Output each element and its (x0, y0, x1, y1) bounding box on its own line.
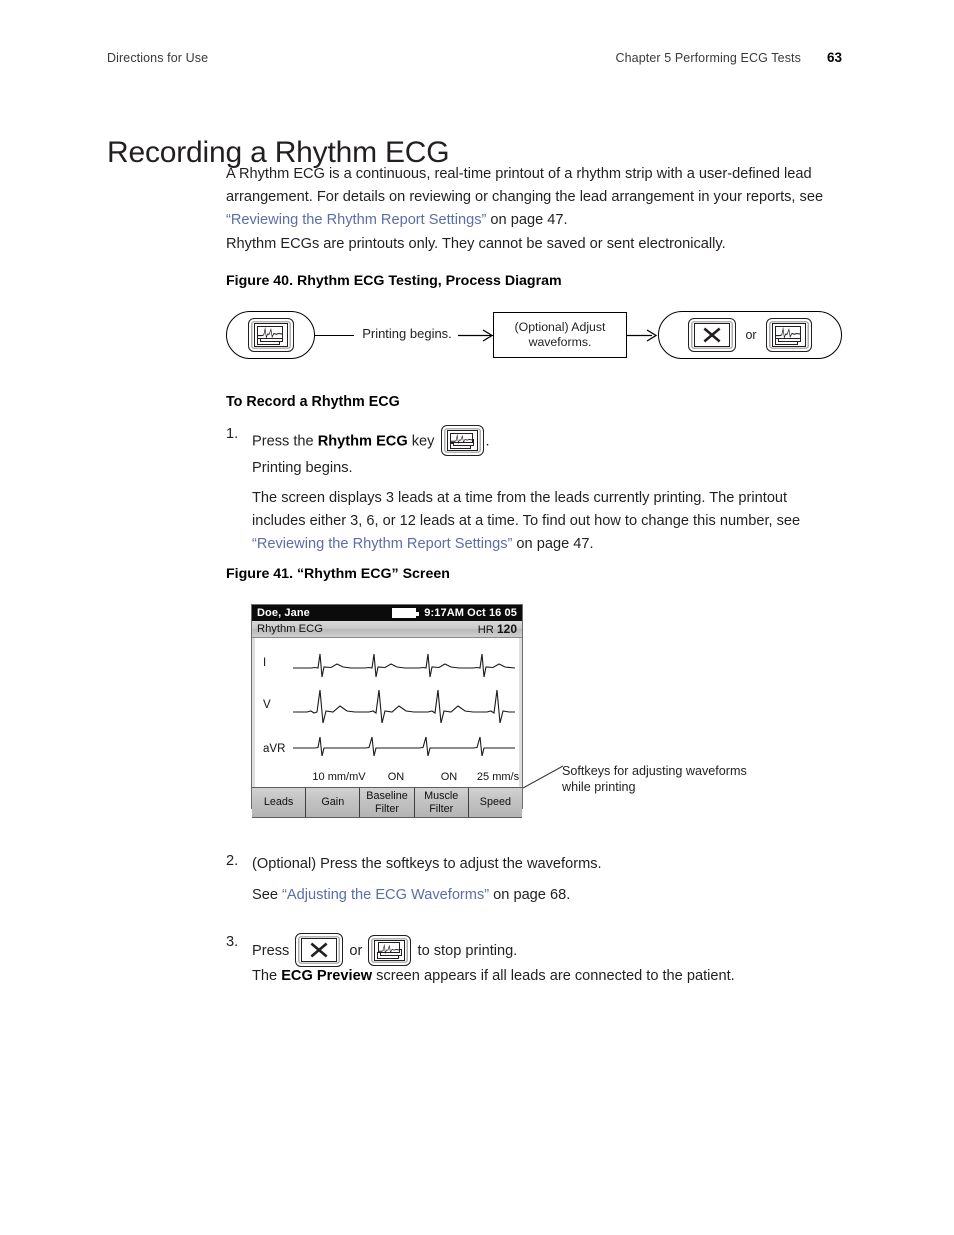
ecg-waveform-glyph-3 (451, 433, 473, 445)
ecg-trace-lead-2 (293, 686, 515, 728)
link-reviewing-rhythm-report-settings-2[interactable]: “Reviewing the Rhythm Report Settings” (252, 536, 513, 553)
process-start-node (226, 311, 315, 359)
stop-x-key-icon-inline (295, 933, 343, 967)
process-optional-adjust-box: (Optional) Adjust waveforms. (493, 312, 627, 358)
step-1-detail2-a: The screen displays 3 leads at a time from the leads currently printing. The printout includes either 3, 6, or 12 leads at a time. To find out how to change this number, see (252, 490, 801, 530)
heart-rate-display (478, 622, 517, 636)
rhythm-ecg-key-icon-inline-2 (368, 935, 411, 966)
step-3-text-b: to stop printing. (413, 942, 518, 959)
step-2-body: (Optional) Press the softkeys to adjust the waveforms. (252, 856, 602, 872)
header-chapter-text: Chapter 5 Performing ECG Tests (615, 51, 801, 65)
step-1-body (252, 426, 842, 457)
device-mode-bar (252, 621, 522, 638)
softkey-speed[interactable]: Speed (469, 788, 522, 817)
stop-x-key-icon (688, 318, 736, 352)
param-value-gain: 10 mm/mV (312, 771, 366, 783)
figure-41-caption: Figure 41. “Rhythm ECG” Screen (226, 566, 450, 582)
step-2-see-b: on page 68. (489, 887, 571, 903)
ecg-waveform-glyph-4 (378, 943, 400, 955)
step-1-number: 1. (226, 426, 239, 442)
step-1-detail-printing: Printing begins. (252, 460, 353, 476)
lead-row (255, 686, 519, 728)
page-title: Recording a Rhythm ECG (107, 136, 450, 170)
step-3-detail-b: screen appears if all leads are connected to the patient. (372, 968, 735, 984)
hr-value: 120 (496, 622, 517, 636)
softkey-gain[interactable]: Gain (306, 788, 360, 817)
param-value-speed: 25 mm/s (476, 771, 520, 783)
step-3-detail-bold: ECG Preview (281, 968, 373, 984)
lead-label-3: aVR (263, 743, 286, 755)
step-3-detail (252, 965, 842, 988)
lead-label-2: V (263, 699, 271, 711)
step-2-see-a: See (252, 887, 283, 903)
step-3-detail-a: The (252, 968, 282, 984)
intro-paragraph-1 (226, 163, 842, 233)
softkey-leads[interactable]: Leads (252, 788, 306, 817)
rhythm-ecg-key-icon-2 (766, 318, 812, 352)
lead-row (255, 730, 519, 772)
step-1-text-a: Press the (252, 433, 318, 450)
intro-para1-text-a: A Rhythm ECG is a continuous, real-time printout of a rhythm strip with a user-defined lead arrangement. For details on reviewing or changing the lead arrangement in your reports, see (226, 166, 824, 206)
step-1-text-b: key (407, 433, 435, 450)
x-glyph-2 (302, 939, 336, 961)
x-glyph (695, 324, 729, 346)
hr-label: HR (477, 624, 494, 636)
page-header (107, 50, 842, 70)
page-number: 63 (826, 50, 842, 65)
header-right-group (615, 50, 842, 65)
process-arrow-2 (626, 327, 660, 344)
step-1-bold: Rhythm ECG (317, 433, 408, 450)
annotation-leader-line (523, 763, 565, 789)
step-3-body (252, 934, 842, 968)
parameter-values-row (252, 771, 522, 787)
ecg-waveform-glyph (258, 326, 283, 340)
figure-40-process-diagram (226, 311, 842, 369)
battery-icon (392, 608, 416, 618)
step-1-text-c: . (485, 433, 490, 450)
intro-paragraph-2 (226, 233, 842, 256)
intro-para2-text: Rhythm ECGs are printouts only. They cannot be saved or sent electronically. (226, 236, 726, 252)
mode-label: Rhythm ECG (257, 623, 323, 635)
rhythm-ecg-key-icon (248, 318, 294, 352)
step-1-detail2-b: on page 47. (512, 536, 594, 553)
link-reviewing-rhythm-report-settings-1[interactable]: “Reviewing the Rhythm Report Settings” (226, 212, 487, 229)
step-3-text-a: Press (252, 942, 294, 959)
rhythm-ecg-device-screen (251, 604, 523, 815)
timestamp: 9:17AM Oct 16 05 (424, 607, 517, 619)
annotation-softkeys-text: Softkeys for adjusting waveforms while printing (562, 764, 747, 795)
header-left-text: Directions for Use (107, 51, 209, 65)
process-or-label: or (745, 328, 757, 342)
device-title-bar (252, 605, 522, 621)
figure-40-caption: Figure 40. Rhythm ECG Testing, Process Diagram (226, 273, 562, 289)
step-2-number: 2. (226, 853, 239, 869)
step-3-number: 3. (226, 934, 239, 950)
process-connector-line-1 (314, 335, 354, 336)
intro-para1-text-b: on page 47. (486, 212, 568, 229)
lead-row (255, 644, 519, 686)
waveform-display-area (252, 638, 522, 771)
step-2-see-reference (252, 884, 842, 907)
device-status-group (392, 607, 517, 619)
patient-name: Doe, Jane (257, 607, 310, 619)
param-value-muscle-filter: ON (440, 771, 458, 783)
softkey-muscle-filter[interactable]: Muscle Filter (415, 788, 469, 817)
link-adjusting-ecg-waveforms[interactable]: “Adjusting the ECG Waveforms” (282, 887, 490, 903)
process-connector-label: Printing begins. (362, 326, 452, 341)
param-value-baseline-filter: ON (387, 771, 405, 783)
procedure-subhead: To Record a Rhythm ECG (226, 394, 400, 410)
process-end-node (658, 311, 842, 359)
softkey-row (252, 787, 522, 818)
step-3-or: or (349, 942, 363, 959)
ecg-trace-lead-1 (293, 644, 515, 686)
softkey-baseline-filter[interactable]: Baseline Filter (360, 788, 414, 817)
process-arrow-1 (458, 327, 496, 344)
step-1-detail-screen (252, 487, 842, 557)
lead-label-1: I (263, 657, 267, 669)
rhythm-ecg-key-icon-inline (441, 425, 484, 456)
ecg-waveform-glyph-2 (776, 326, 801, 340)
ecg-trace-lead-3 (293, 730, 515, 772)
